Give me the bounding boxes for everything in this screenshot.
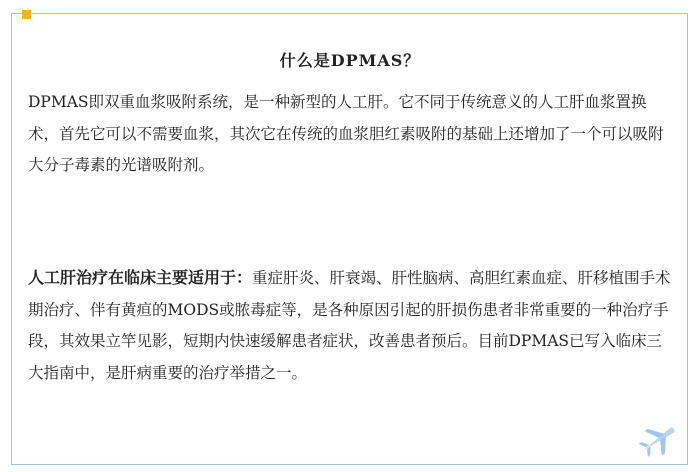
content-frame <box>11 13 688 465</box>
airplane-icon <box>636 420 680 460</box>
page-title: 什么是DPMAS？ <box>279 51 421 70</box>
indications-body: 重症肝炎、肝衰竭、肝性脑病、高胆红素血症、肝移植围手术期治疗、伴有黄疸的MODS或脓毒症等，是各种原因引起的肝损伤患者非常重要的一种治疗手段，其效果立竿见影，短期内快速缓解患者症状，改善患者预后。目前DPMAS已写入临床三大指南中，是肝病重要的治疗举措之一。 <box>28 269 671 382</box>
corner-accent <box>22 10 31 19</box>
paragraph-intro: DPMAS即双重血浆吸附系统，是一种新型的人工肝。它不同于传统意义的人工肝血浆置换术，首先它可以不需要血浆，其次它在传统的血浆胆红素吸附的基础上还增加了一个可以吸附大分子毒素的光谱吸附剂。 <box>28 93 664 174</box>
indications-lead: 人工肝治疗在临床主要适用于： <box>28 268 253 287</box>
paragraph-indications <box>28 262 676 389</box>
